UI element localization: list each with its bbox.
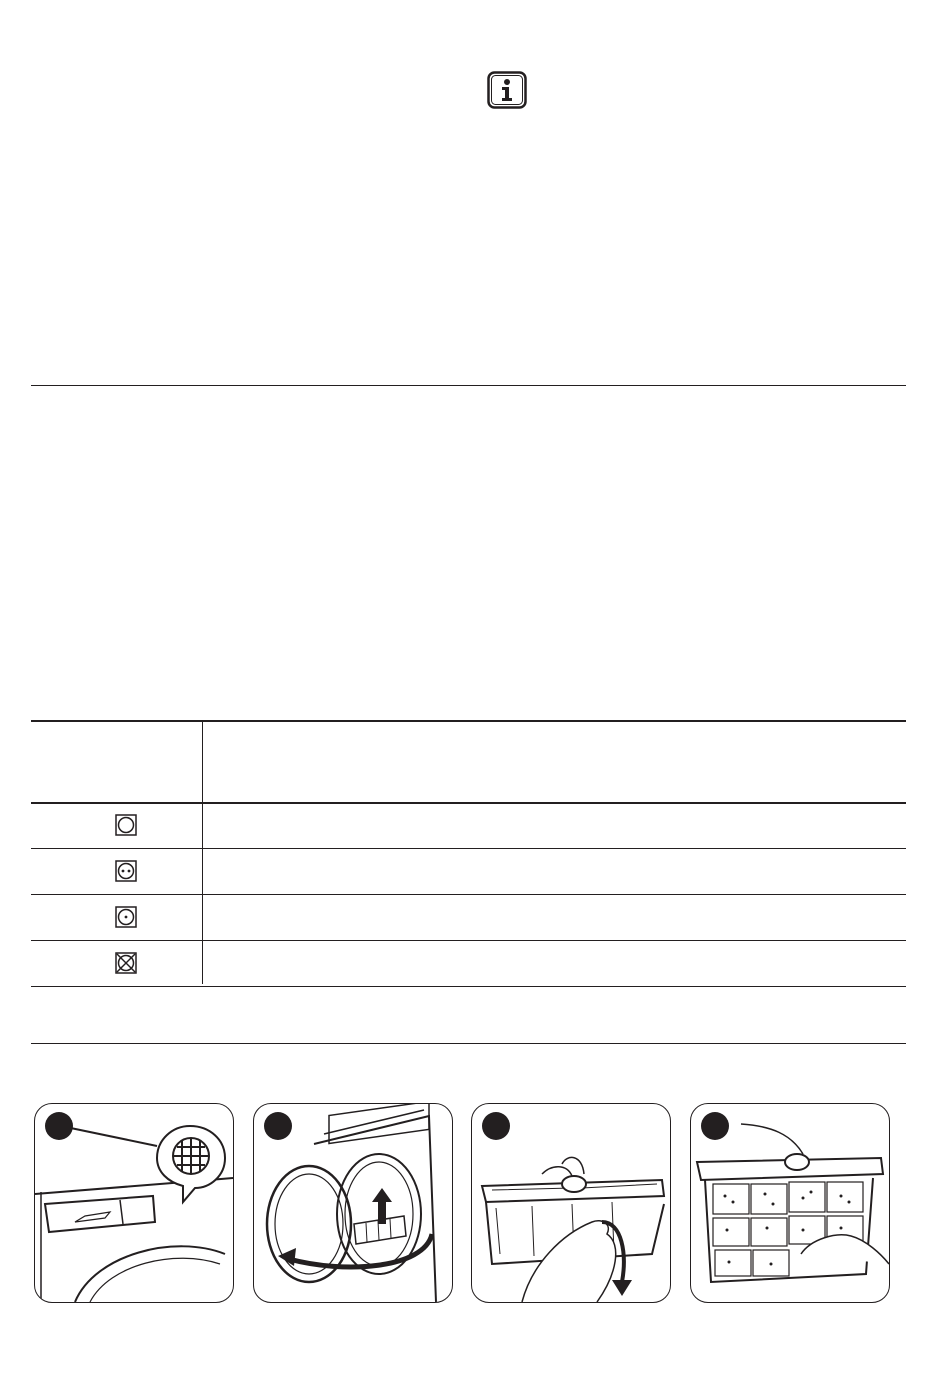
care-table-header [31,720,906,804]
tumble-dry-normal-icon [115,814,137,836]
step-number-1 [45,1112,73,1140]
tumble-dry-high-heat-icon [115,860,137,882]
step-panel-1 [34,1103,234,1303]
table-row [31,848,906,895]
table-row [31,894,906,941]
step-number-3 [482,1112,510,1140]
table-row [31,940,906,987]
info-icon [487,71,527,109]
step-number-2 [264,1112,292,1140]
do-not-tumble-dry-icon [115,952,137,974]
step-number-4 [701,1112,729,1140]
section-divider-top [31,385,906,386]
tumble-dry-low-heat-icon [115,906,137,928]
step-panel-3 [471,1103,671,1303]
section-divider-bottom [31,1043,906,1044]
step-panel-4 [690,1103,890,1303]
table-row [31,802,906,849]
step-panel-2 [253,1103,453,1303]
